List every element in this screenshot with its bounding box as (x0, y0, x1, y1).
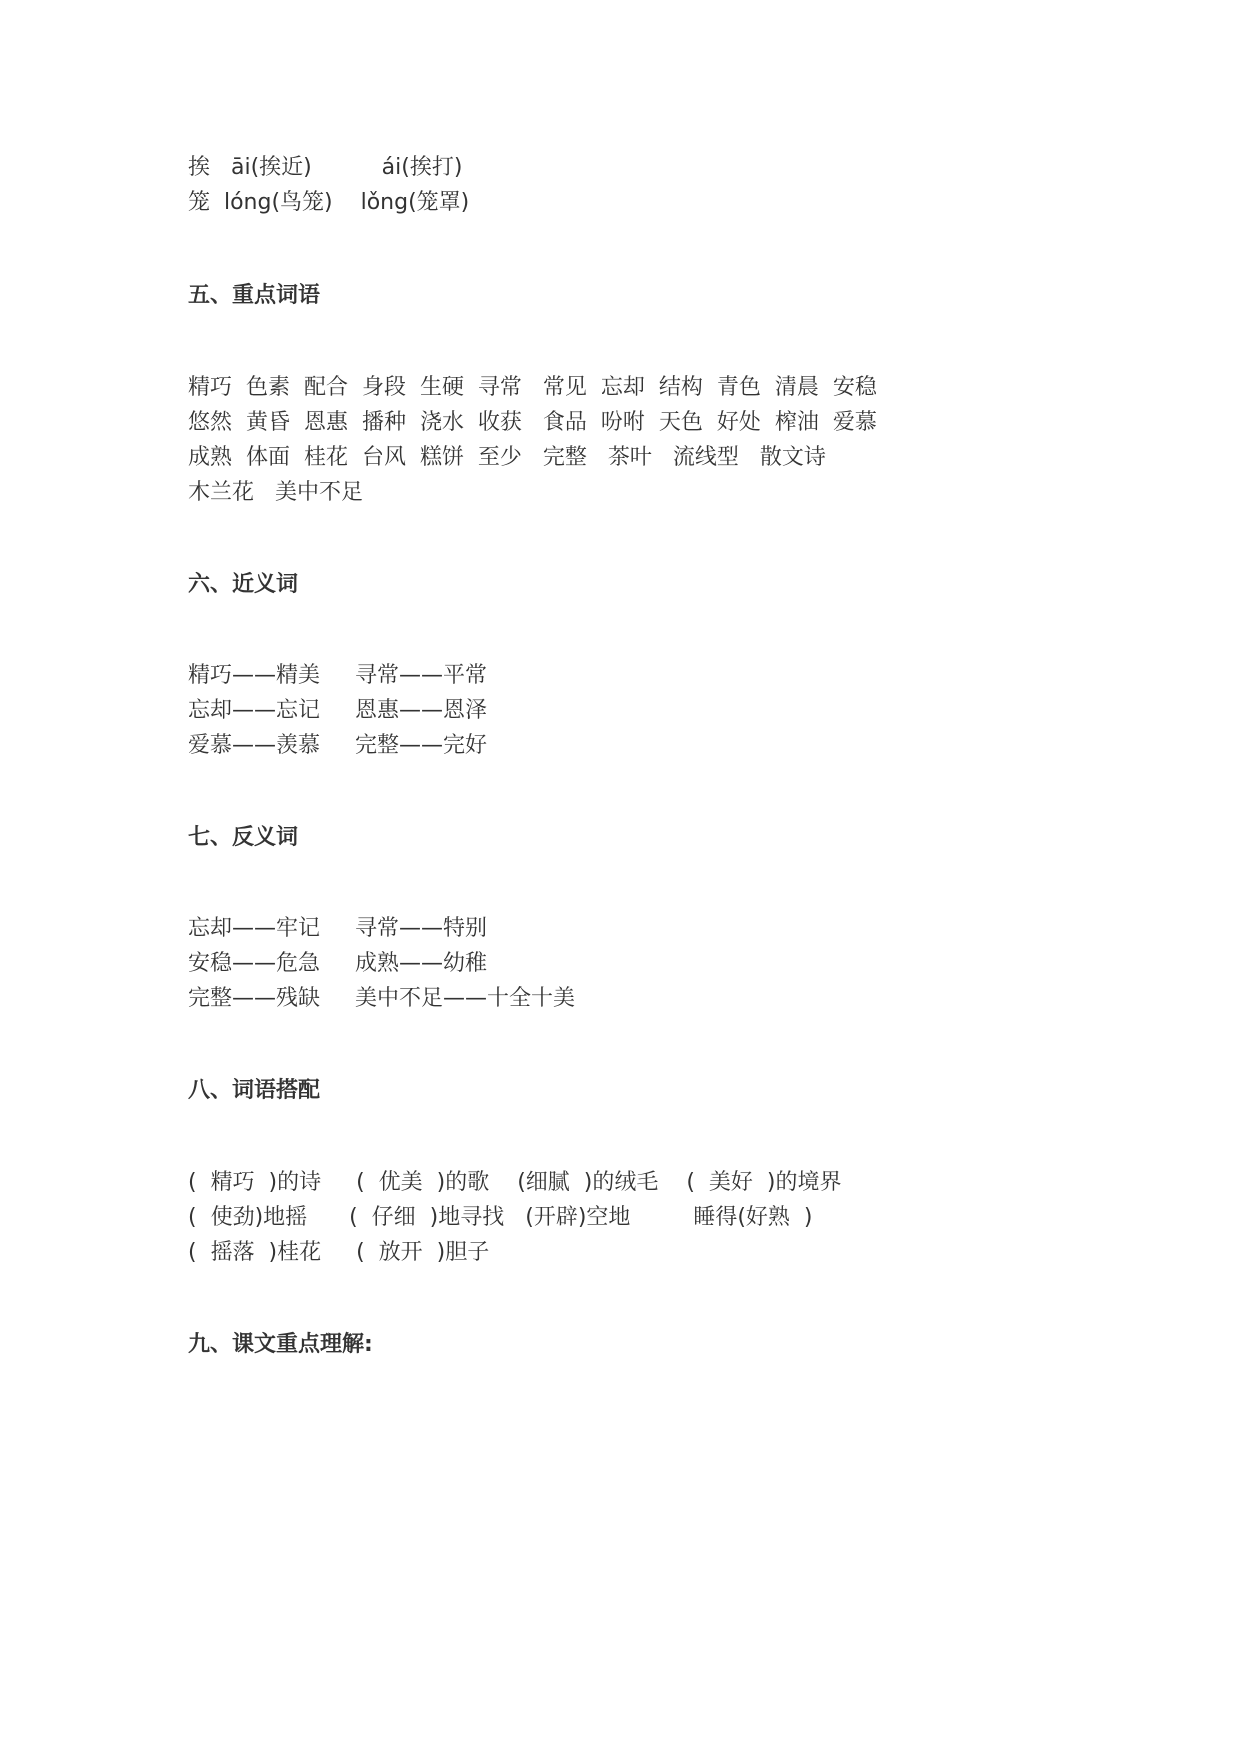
antonym-line: 安稳——危急 成熟——幼稚 (188, 951, 487, 976)
collocation-line: ( 精巧 )的诗 ( 优美 )的歌 (细腻 )的绒毛 ( 美好 )的境界 (188, 1170, 842, 1195)
polyphone-line-long: 笼 lóng(鸟笼) lǒng(笼罩) (188, 190, 470, 215)
section-heading-antonyms: 七、反义词 (188, 825, 299, 850)
key-words-line: 成熟 体面 桂花 台风 糕饼 至少 完整 茶叶 流线型 散文诗 (188, 445, 826, 470)
section-heading-collocations: 八、词语搭配 (188, 1078, 321, 1103)
antonym-line: 完整——残缺 美中不足——十全十美 (188, 986, 575, 1011)
synonym-line: 忘却——忘记 恩惠——恩泽 (188, 698, 487, 723)
section-heading-synonyms: 六、近义词 (188, 572, 299, 597)
synonym-line: 精巧——精美 寻常——平常 (188, 663, 487, 688)
synonym-line: 爱慕——羡慕 完整——完好 (188, 733, 487, 758)
section-heading-text-understanding: 九、课文重点理解: (188, 1332, 373, 1357)
antonym-line: 忘却——牢记 寻常——特别 (188, 916, 487, 941)
collocation-line: ( 使劲)地摇 ( 仔细 )地寻找 (开辟)空地 睡得(好熟 ) (188, 1205, 813, 1230)
section-heading-key-words: 五、重点词语 (188, 283, 321, 308)
key-words-line: 木兰花 美中不足 (188, 480, 363, 505)
collocation-line: ( 摇落 )桂花 ( 放开 )胆子 (188, 1240, 490, 1265)
key-words-line: 精巧 色素 配合 身段 生硬 寻常 常见 忘却 结构 青色 清晨 安稳 (188, 375, 877, 400)
key-words-line: 悠然 黄昏 恩惠 播种 浇水 收获 食品 吩咐 天色 好处 榨油 爱慕 (188, 410, 877, 435)
polyphone-line-ai: 挨 āi(挨近) ái(挨打) (188, 155, 463, 180)
